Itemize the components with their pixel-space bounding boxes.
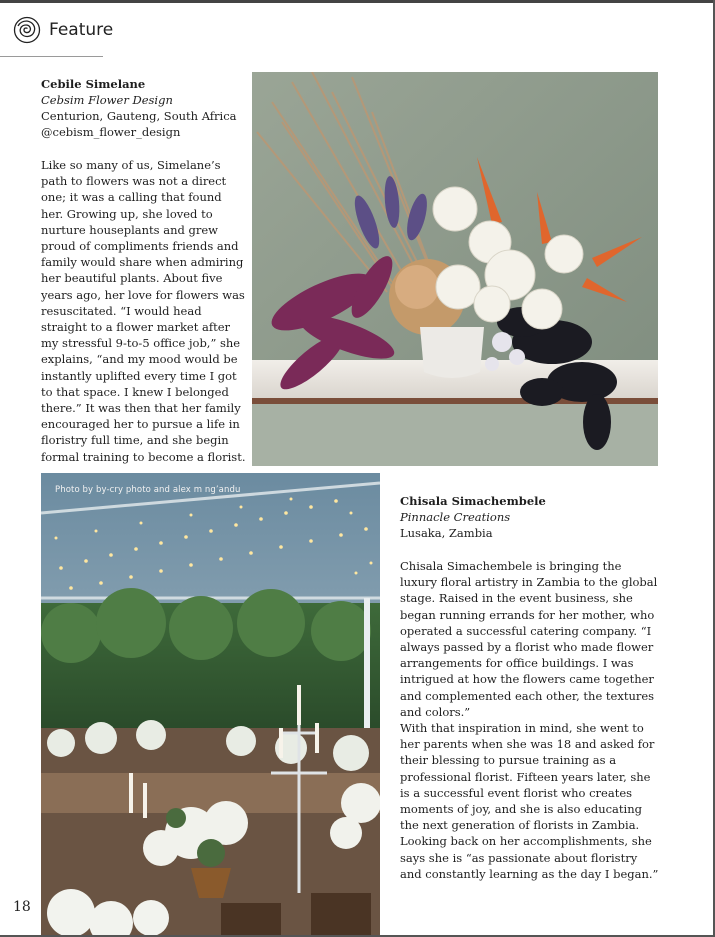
- page-number: 18: [13, 899, 31, 915]
- article-paragraph: Chisala Simachembele is bringing the luxury floral artistry in Zambia to the global stage. Raised in the event business, she began running errands for her mother, who operated a successful catering company. “I always passed by a florist who made flower arrangements for office buildings. I was intrigued at how the flowers came together and complemented each other, the textures and colors.”: [400, 559, 658, 719]
- florist-name: Cebile Simelane: [41, 77, 146, 91]
- florist-name: Chisala Simachembele: [400, 494, 546, 508]
- header-rule: [0, 56, 103, 57]
- floral-arrangement-photo: [252, 72, 658, 466]
- profile-cebile: [41, 76, 246, 140]
- photo-credit: Photo by by-cry photo and alex m ng’andu: [55, 485, 241, 495]
- article-paragraph: Like so many of us, Simelane’s path to flowers was not a direct one; it was a calling that found her. Growing up, she loved to nurture houseplants and grew proud of compliments friends and family would share when admiring her beautiful plants. About five years ago, her love for flowers was resuscitated. “I would head straight to a flower market after my stressful 9-to-5 office job,” she explains, “and my mood would be instantly uplifted every time I got to that space. I knew I belonged there.” It was then that her family encouraged her to pursue a life in floristry full time, and she begin formal training to become a florist.: [41, 158, 246, 464]
- company-name: Cebsim Flower Design: [41, 93, 173, 107]
- location: Lusaka, Zambia: [400, 526, 493, 540]
- company-name: Pinnacle Creations: [400, 510, 511, 524]
- location: Centurion, Gauteng, South Africa: [41, 109, 237, 123]
- article-paragraph: With that inspiration in mind, she went to her parents when she was 18 and asked for their blessing to pursue training as a professional florist. Fifteen years later, she is a successful event florist who creates moments of joy, and she is also educating the next generation of florists in Zambia. Looking back on her accomplishments, she says she is “as passionate about floristry and constantly learning as the day I began.”: [400, 721, 659, 881]
- event-tent-photo: [41, 473, 380, 935]
- social-handle: @cebism_flower_design: [41, 125, 181, 139]
- page-header: [13, 16, 113, 44]
- rose-icon: [13, 16, 41, 44]
- profile-chisala: [400, 493, 660, 541]
- page-top-border: [0, 0, 715, 3]
- section-title: Feature: [49, 20, 114, 40]
